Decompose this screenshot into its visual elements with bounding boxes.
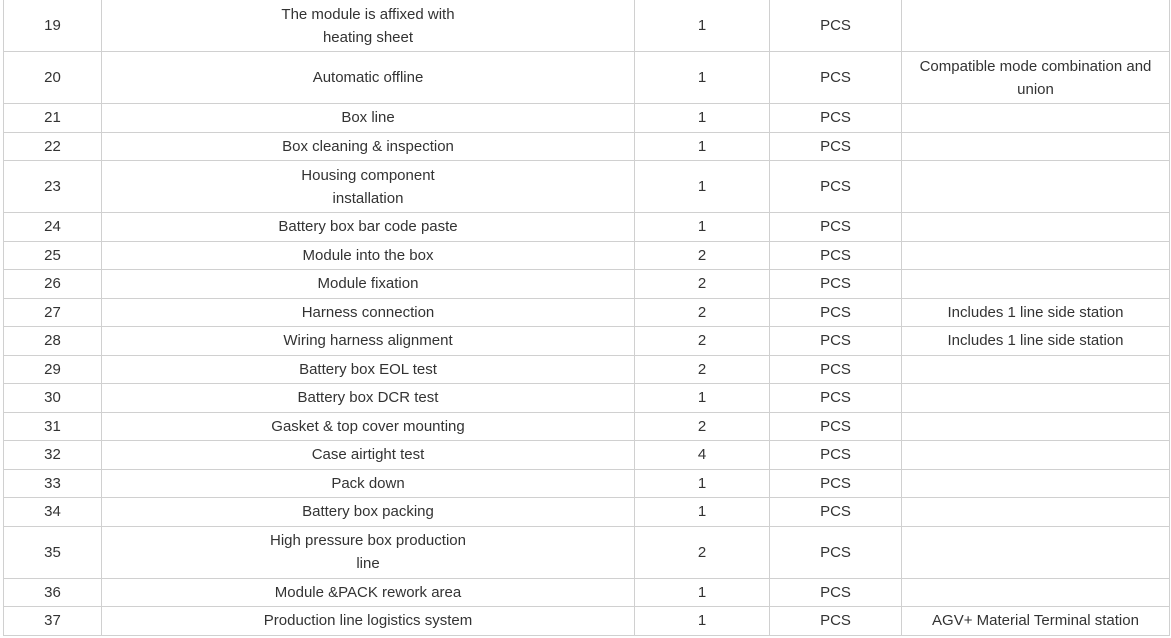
item-name-cell [102, 526, 635, 578]
item-name-text: Module fixation [317, 275, 419, 293]
item-name-cell [102, 469, 635, 498]
unit-text: PCS [820, 612, 851, 630]
item-name-text: Module into the box [302, 246, 434, 264]
item-name-text: Battery box DCR test [297, 389, 439, 407]
quantity-cell [635, 298, 770, 327]
item-name-text: Production line logistics system [263, 612, 473, 630]
quantity-cell [635, 213, 770, 242]
remark-cell [902, 213, 1170, 242]
row-number-cell [4, 161, 102, 213]
quantity-cell [635, 498, 770, 527]
unit-text: PCS [820, 360, 851, 378]
item-name-cell [102, 412, 635, 441]
table-row [4, 104, 1170, 133]
remark-cell [902, 607, 1170, 636]
unit-text: PCS [820, 303, 851, 321]
quantity-cell [635, 355, 770, 384]
remark-cell [902, 132, 1170, 161]
quantity-cell [635, 607, 770, 636]
unit-text: PCS [820, 543, 851, 561]
quantity-text: 1 [697, 109, 707, 127]
unit-cell [770, 161, 902, 213]
row-number-cell [4, 441, 102, 470]
quantity-text: 4 [697, 446, 707, 464]
row-number-cell [4, 52, 102, 104]
row-number-cell [4, 384, 102, 413]
unit-cell [770, 298, 902, 327]
item-name-cell [102, 607, 635, 636]
unit-text: PCS [820, 218, 851, 236]
row-number-cell [4, 0, 102, 52]
quantity-text: 1 [697, 178, 707, 195]
quantity-text: 2 [697, 303, 707, 321]
quantity-cell [635, 384, 770, 413]
unit-text: PCS [820, 17, 851, 34]
remark-cell [902, 104, 1170, 133]
unit-text: PCS [820, 332, 851, 350]
row-number-cell [4, 298, 102, 327]
row-number-cell [4, 578, 102, 607]
item-name-text: Battery box bar code paste [278, 218, 458, 236]
unit-cell [770, 441, 902, 470]
item-name-cell [102, 355, 635, 384]
quantity-text: 1 [697, 474, 707, 492]
remark-text: Includes 1 line side station [947, 332, 1124, 350]
table-row [4, 384, 1170, 413]
row-number-text: 22 [44, 137, 61, 155]
item-name-cell [102, 441, 635, 470]
quantity-cell [635, 526, 770, 578]
item-name-text: Gasket & top cover mounting [271, 417, 465, 435]
quantity-cell [635, 104, 770, 133]
remark-cell [902, 298, 1170, 327]
table-row [4, 412, 1170, 441]
quantity-cell [635, 270, 770, 299]
remark-cell [902, 270, 1170, 299]
row-number-text: 21 [44, 109, 61, 127]
table-row [4, 213, 1170, 242]
item-name-text: Automatic offline [312, 69, 424, 86]
unit-text: PCS [820, 137, 851, 155]
unit-text: PCS [820, 109, 851, 127]
item-name-cell [102, 498, 635, 527]
quantity-cell [635, 52, 770, 104]
row-number-cell [4, 498, 102, 527]
remark-cell [902, 526, 1170, 578]
unit-text: PCS [820, 246, 851, 264]
unit-text: PCS [820, 446, 851, 464]
row-number-cell [4, 607, 102, 636]
item-name-text: The module is affixed with heating sheet [281, 5, 455, 46]
row-number-text: 33 [44, 474, 61, 492]
unit-cell [770, 578, 902, 607]
row-number-cell [4, 327, 102, 356]
item-name-text: Box cleaning & inspection [282, 137, 454, 155]
row-number-cell [4, 412, 102, 441]
row-number-cell [4, 132, 102, 161]
unit-cell [770, 355, 902, 384]
item-name-cell [102, 213, 635, 242]
row-number-text: 25 [44, 246, 61, 264]
item-name-text: Housing component installation [301, 166, 435, 207]
quantity-cell [635, 0, 770, 52]
table-row [4, 241, 1170, 270]
row-number-text: 37 [44, 612, 61, 630]
quantity-cell [635, 327, 770, 356]
quantity-cell [635, 412, 770, 441]
unit-cell [770, 498, 902, 527]
remark-cell [902, 412, 1170, 441]
remark-cell [902, 52, 1170, 104]
unit-cell [770, 270, 902, 299]
row-number-text: 34 [44, 503, 61, 521]
unit-text: PCS [820, 275, 851, 293]
item-name-cell [102, 104, 635, 133]
remark-text: Compatible mode combination and union [919, 57, 1152, 98]
table-row [4, 355, 1170, 384]
unit-cell [770, 104, 902, 133]
unit-cell [770, 526, 902, 578]
quantity-cell [635, 161, 770, 213]
unit-cell [770, 412, 902, 441]
item-name-text: Battery box packing [302, 503, 434, 521]
row-number-text: 26 [44, 275, 61, 293]
unit-cell [770, 241, 902, 270]
row-number-text: 32 [44, 446, 61, 464]
item-name-cell [102, 161, 635, 213]
item-name-cell [102, 298, 635, 327]
item-name-text: Pack down [331, 474, 405, 492]
unit-text: PCS [820, 417, 851, 435]
table-row [4, 52, 1170, 104]
item-name-text: Wiring harness alignment [283, 332, 453, 350]
unit-cell [770, 213, 902, 242]
item-name-cell [102, 327, 635, 356]
table-row [4, 498, 1170, 527]
unit-cell [770, 0, 902, 52]
quantity-text: 2 [697, 417, 707, 435]
item-name-cell [102, 578, 635, 607]
table-row [4, 132, 1170, 161]
quantity-text: 1 [697, 583, 707, 601]
unit-text: PCS [820, 583, 851, 601]
row-number-cell [4, 213, 102, 242]
quantity-text: 2 [697, 332, 707, 350]
row-number-text: 27 [44, 303, 61, 321]
row-number-text: 35 [44, 543, 61, 561]
remark-cell [902, 498, 1170, 527]
item-name-cell [102, 241, 635, 270]
unit-cell [770, 52, 902, 104]
remark-cell [902, 355, 1170, 384]
remark-cell [902, 161, 1170, 213]
row-number-text: 36 [44, 583, 61, 601]
row-number-text: 30 [44, 389, 61, 407]
remark-cell [902, 469, 1170, 498]
row-number-text: 28 [44, 332, 61, 350]
item-name-text: Module &PACK rework area [274, 583, 462, 601]
remark-cell [902, 384, 1170, 413]
table-row [4, 161, 1170, 213]
table-row [4, 578, 1170, 607]
row-number-cell [4, 469, 102, 498]
table-row [4, 327, 1170, 356]
row-number-text: 20 [44, 69, 61, 86]
remark-cell [902, 241, 1170, 270]
item-name-cell [102, 0, 635, 52]
row-number-cell [4, 355, 102, 384]
item-name-text: Case airtight test [311, 446, 425, 464]
table-row [4, 0, 1170, 52]
row-number-text: 19 [44, 17, 61, 34]
quantity-text: 2 [697, 360, 707, 378]
quantity-text: 2 [697, 246, 707, 264]
row-number-text: 31 [44, 417, 61, 435]
row-number-text: 23 [44, 178, 61, 195]
row-number-text: 24 [44, 218, 61, 236]
quantity-text: 1 [697, 389, 707, 407]
quantity-cell [635, 132, 770, 161]
quantity-cell [635, 469, 770, 498]
row-number-text: 29 [44, 360, 61, 378]
remark-text: Includes 1 line side station [947, 303, 1124, 321]
table-row [4, 526, 1170, 578]
table-row [4, 298, 1170, 327]
quantity-cell [635, 441, 770, 470]
row-number-cell [4, 526, 102, 578]
quantity-cell [635, 578, 770, 607]
quantity-text: 1 [697, 218, 707, 236]
quantity-text: 1 [697, 69, 707, 86]
item-name-text: Battery box EOL test [299, 360, 437, 378]
row-number-cell [4, 104, 102, 133]
item-name-cell [102, 270, 635, 299]
quantity-cell [635, 241, 770, 270]
table-row [4, 270, 1170, 299]
quantity-text: 1 [697, 137, 707, 155]
remark-cell [902, 441, 1170, 470]
table-row [4, 607, 1170, 636]
unit-text: PCS [820, 178, 851, 195]
item-name-cell [102, 384, 635, 413]
quantity-text: 2 [697, 543, 707, 561]
row-number-cell [4, 270, 102, 299]
item-name-cell [102, 52, 635, 104]
quantity-text: 1 [697, 17, 707, 34]
item-name-text: High pressure box production line [270, 532, 466, 572]
unit-cell [770, 607, 902, 636]
table-row [4, 469, 1170, 498]
unit-text: PCS [820, 474, 851, 492]
remark-cell [902, 578, 1170, 607]
unit-text: PCS [820, 503, 851, 521]
remark-cell [902, 327, 1170, 356]
table-row [4, 441, 1170, 470]
item-name-text: Box line [341, 109, 395, 127]
remark-text: AGV+ Material Terminal station [932, 612, 1139, 630]
unit-cell [770, 384, 902, 413]
row-number-cell [4, 241, 102, 270]
unit-cell [770, 132, 902, 161]
table-body [4, 0, 1170, 635]
quantity-text: 2 [697, 275, 707, 293]
item-name-cell [102, 132, 635, 161]
quantity-text: 1 [697, 503, 707, 521]
unit-cell [770, 469, 902, 498]
unit-text: PCS [820, 389, 851, 407]
unit-cell [770, 327, 902, 356]
equipment-table [3, 0, 1170, 636]
quantity-text: 1 [697, 612, 707, 630]
unit-text: PCS [820, 69, 851, 86]
remark-cell [902, 0, 1170, 52]
item-name-text: Harness connection [301, 303, 435, 321]
